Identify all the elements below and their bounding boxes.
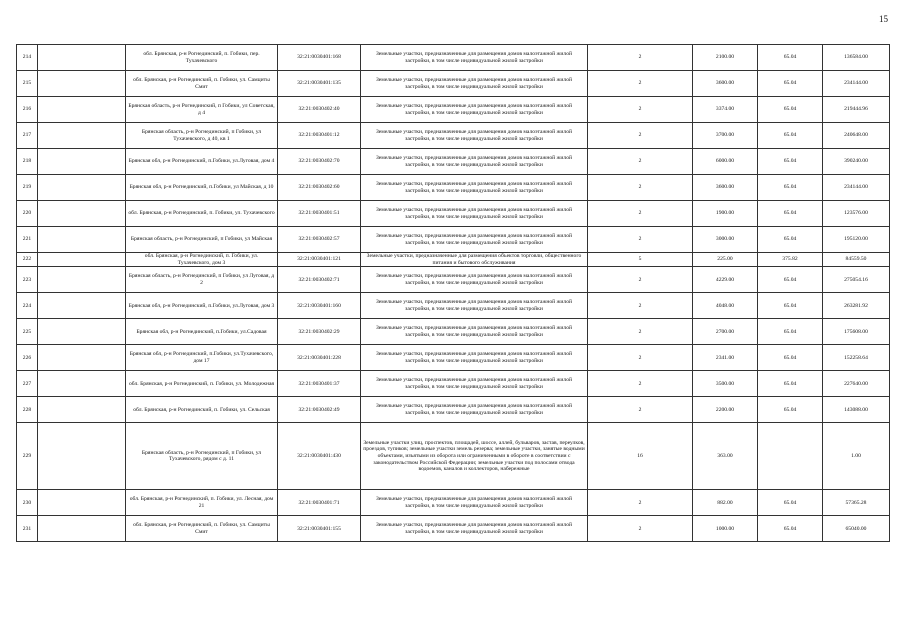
row-number-cell: 216 xyxy=(17,97,38,123)
purpose-group-cell: 2 xyxy=(588,97,693,123)
land-purpose-cell: Земельные участки, предназначенные для размещения домов малоэтажной жилой застройки, в том числе индивидуальной жилой застройки xyxy=(361,490,588,516)
table-row xyxy=(17,345,890,371)
address-cell: Брянская обл, р-н Рогнединский, п.Гобики, ул.Тухачевского, дом 17 xyxy=(126,345,278,371)
land-purpose-cell: Земельные участки, предназначенные для размещения домов малоэтажной жилой застройки, в том числе индивидуальной жилой застройки xyxy=(361,397,588,423)
purpose-group-cell: 2 xyxy=(588,516,693,542)
table-row xyxy=(17,253,890,267)
row-number-cell: 214 xyxy=(17,45,38,71)
table-row xyxy=(17,516,890,542)
table-row xyxy=(17,423,890,490)
specific-value-cell: 65.04 xyxy=(758,319,823,345)
cadastral-number-cell: 32:21:0030401:155 xyxy=(278,516,361,542)
blank-cell xyxy=(38,175,126,201)
purpose-group-cell: 5 xyxy=(588,253,693,267)
cadastral-value-cell: 195120.00 xyxy=(823,227,890,253)
cadastral-value-cell: 234144.00 xyxy=(823,71,890,97)
blank-cell xyxy=(38,397,126,423)
specific-value-cell xyxy=(758,423,823,490)
purpose-group-cell: 2 xyxy=(588,201,693,227)
purpose-group-cell: 2 xyxy=(588,227,693,253)
cadastral-value-cell: 136584.00 xyxy=(823,45,890,71)
area-cell: 6000.00 xyxy=(693,149,758,175)
table-row xyxy=(17,97,890,123)
blank-cell xyxy=(38,227,126,253)
purpose-group-cell: 2 xyxy=(588,267,693,293)
cadastral-number-cell: 32:21:0030401:121 xyxy=(278,253,361,267)
cadastral-number-cell: 32:21:0030401:135 xyxy=(278,71,361,97)
purpose-group-cell: 2 xyxy=(588,397,693,423)
table-row xyxy=(17,201,890,227)
specific-value-cell: 375.82 xyxy=(758,253,823,267)
land-purpose-cell: Земельные участки, предназначенные для размещения домов малоэтажной жилой застройки, в том числе индивидуальной жилой застройки xyxy=(361,319,588,345)
area-cell: 4229.00 xyxy=(693,267,758,293)
cadastral-value-cell: 263281.92 xyxy=(823,293,890,319)
land-purpose-cell: Земельные участки, предназначенные для размещения домов малоэтажной жилой застройки, в том числе индивидуальной жилой застройки xyxy=(361,123,588,149)
address-cell: обл. Брянская, р-н Рогнединский, п. Гобики, ул. Самциты Смит xyxy=(126,71,278,97)
row-number-cell: 217 xyxy=(17,123,38,149)
purpose-group-cell: 2 xyxy=(588,371,693,397)
purpose-group-cell: 2 xyxy=(588,345,693,371)
purpose-group-cell: 2 xyxy=(588,319,693,345)
area-cell: 882.00 xyxy=(693,490,758,516)
cadastral-value-cell: 240648.00 xyxy=(823,123,890,149)
address-cell: обл. Брянская, р-н Рогнединский, п. Гобики, ул. Лесная, дом 21 xyxy=(126,490,278,516)
specific-value-cell: 65.04 xyxy=(758,293,823,319)
land-registry-table xyxy=(16,44,890,542)
cadastral-value-cell: 57365.28 xyxy=(823,490,890,516)
area-cell: 3374.00 xyxy=(693,97,758,123)
purpose-group-cell: 2 xyxy=(588,45,693,71)
cadastral-value-cell: 227640.00 xyxy=(823,371,890,397)
specific-value-cell: 65.04 xyxy=(758,490,823,516)
cadastral-value-cell: 219444.96 xyxy=(823,97,890,123)
purpose-group-cell: 2 xyxy=(588,293,693,319)
address-cell: Брянская обл, р-н Рогнединский, п.Гобики, ул Майская, д 10 xyxy=(126,175,278,201)
address-cell: обл. Брянская, р-н Рогнединский, п. Гобики, ул. Тухачевского, дом 3 xyxy=(126,253,278,267)
area-cell: 3600.00 xyxy=(693,71,758,97)
address-cell: обл. Брянская, р-н Рогнединский, п. Гобики, пер. Тухачевского xyxy=(126,45,278,71)
row-number-cell: 227 xyxy=(17,371,38,397)
blank-cell xyxy=(38,516,126,542)
area-cell: 1900.00 xyxy=(693,201,758,227)
cadastral-number-cell: 32:21:0030402:70 xyxy=(278,149,361,175)
land-purpose-cell: Земельные участки, предназначенные для размещения домов малоэтажной жилой застройки, в том числе индивидуальной жилой застройки xyxy=(361,97,588,123)
table-row xyxy=(17,149,890,175)
area-cell: 2100.00 xyxy=(693,45,758,71)
row-number-cell: 218 xyxy=(17,149,38,175)
address-cell: обл. Брянская, р-н Рогнединский, п. Гобики, ул. Сельская xyxy=(126,397,278,423)
area-cell: 2700.00 xyxy=(693,319,758,345)
specific-value-cell: 65.04 xyxy=(758,371,823,397)
cadastral-number-cell: 32:21:0030401:12 xyxy=(278,123,361,149)
table-row xyxy=(17,45,890,71)
row-number-cell: 228 xyxy=(17,397,38,423)
blank-cell xyxy=(38,97,126,123)
address-cell: обл. Брянская, р-н Рогнединский, п. Гобики, ул. Самциты Смит xyxy=(126,516,278,542)
table-row xyxy=(17,490,890,516)
land-purpose-cell: Земельные участки, предназначенные для размещения домов малоэтажной жилой застройки, в том числе индивидуальной жилой застройки xyxy=(361,149,588,175)
area-cell: 3700.00 xyxy=(693,123,758,149)
blank-cell xyxy=(38,71,126,97)
row-number-cell: 230 xyxy=(17,490,38,516)
blank-cell xyxy=(38,123,126,149)
cadastral-value-cell: 390240.00 xyxy=(823,149,890,175)
cadastral-value-cell: 234144.00 xyxy=(823,175,890,201)
cadastral-number-cell: 32:21:0030401:160 xyxy=(278,293,361,319)
address-cell: Брянская область, р-н Рогнединский, п Гобики, ул Тухачевского, д 40, кв 1 xyxy=(126,123,278,149)
cadastral-number-cell: 32:21:0030401:71 xyxy=(278,490,361,516)
blank-cell xyxy=(38,423,126,490)
address-cell: обл. Брянская, р-н Рогнединский, п. Гобики, ул. Молодежная xyxy=(126,371,278,397)
specific-value-cell: 65.04 xyxy=(758,227,823,253)
row-number-cell: 231 xyxy=(17,516,38,542)
specific-value-cell: 65.04 xyxy=(758,397,823,423)
land-purpose-cell: Земельные участки, предназначенные для размещения домов малоэтажной жилой застройки, в том числе индивидуальной жилой застройки xyxy=(361,227,588,253)
area-cell: 2341.00 xyxy=(693,345,758,371)
row-number-cell: 225 xyxy=(17,319,38,345)
row-number-cell: 221 xyxy=(17,227,38,253)
specific-value-cell: 65.04 xyxy=(758,123,823,149)
blank-cell xyxy=(38,149,126,175)
purpose-group-cell: 2 xyxy=(588,490,693,516)
area-cell: 2200.00 xyxy=(693,397,758,423)
cadastral-value-cell: 143088.00 xyxy=(823,397,890,423)
specific-value-cell: 65.04 xyxy=(758,345,823,371)
cadastral-value-cell: 123576.00 xyxy=(823,201,890,227)
address-cell: Брянская область, р-н Рогнединский, п Гобики, ул Майская xyxy=(126,227,278,253)
blank-cell xyxy=(38,253,126,267)
row-number-cell: 215 xyxy=(17,71,38,97)
cadastral-value-cell: 175608.00 xyxy=(823,319,890,345)
land-purpose-cell: Земельные участки, предназначенные для размещения домов малоэтажной жилой застройки, в том числе индивидуальной жилой застройки xyxy=(361,267,588,293)
land-purpose-cell: Земельные участки, предназначенные для размещения домов малоэтажной жилой застройки, в том числе индивидуальной жилой застройки xyxy=(361,201,588,227)
row-number-cell: 222 xyxy=(17,253,38,267)
cadastral-value-cell: 65040.00 xyxy=(823,516,890,542)
purpose-group-cell: 16 xyxy=(588,423,693,490)
address-cell: обл. Брянская, р-н Рогнединский, п. Гобики, ул. Тухачевского xyxy=(126,201,278,227)
purpose-group-cell: 2 xyxy=(588,71,693,97)
row-number-cell: 224 xyxy=(17,293,38,319)
blank-cell xyxy=(38,490,126,516)
specific-value-cell: 65.04 xyxy=(758,45,823,71)
area-cell: 363.00 xyxy=(693,423,758,490)
blank-cell xyxy=(38,267,126,293)
land-purpose-cell: Земельные участки улиц, проспектов, площадей, шоссе, аллей, бульваров, застав, переулков, проездов, тупиков; земельные участки земель резерва; земельные участки, занятые водными объектами, изъятыми из оборота или ограниченными в обороте в соответствии с законодательством Российской Федерации; земельные участки под полосами отвода водоемов, каналов и коллекторов, набережные xyxy=(361,423,588,490)
purpose-group-cell: 2 xyxy=(588,175,693,201)
cadastral-number-cell: 32:21:0030401:37 xyxy=(278,371,361,397)
table-row xyxy=(17,71,890,97)
address-cell: Брянская обл, р-н Рогнединский, п.Гобики, ул.Садовая xyxy=(126,319,278,345)
area-cell: 3000.00 xyxy=(693,227,758,253)
cadastral-number-cell: 32:21:0030402:60 xyxy=(278,175,361,201)
land-purpose-cell: Земельные участки, предназначенные для размещения домов малоэтажной жилой застройки, в том числе индивидуальной жилой застройки xyxy=(361,345,588,371)
cadastral-number-cell: 32:21:0030402:71 xyxy=(278,267,361,293)
purpose-group-cell: 2 xyxy=(588,123,693,149)
blank-cell xyxy=(38,371,126,397)
page-number: 15 xyxy=(879,14,888,24)
land-purpose-cell: Земельные участки, предназначенные для размещения объектов торговли, общественного питания и бытового обслуживания xyxy=(361,253,588,267)
table-body xyxy=(17,45,890,542)
land-purpose-cell: Земельные участки, предназначенные для размещения домов малоэтажной жилой застройки, в том числе индивидуальной жилой застройки xyxy=(361,45,588,71)
cadastral-number-cell: 32:21:0030402:49 xyxy=(278,397,361,423)
cadastral-value-cell: 84559.50 xyxy=(823,253,890,267)
address-cell: Брянская область, р-н Рогнединский, п Гобики, ул Советская, д 4 xyxy=(126,97,278,123)
table-row xyxy=(17,319,890,345)
blank-cell xyxy=(38,319,126,345)
table-row xyxy=(17,227,890,253)
blank-cell xyxy=(38,45,126,71)
area-cell: 3500.00 xyxy=(693,371,758,397)
specific-value-cell: 65.04 xyxy=(758,516,823,542)
cadastral-number-cell: 32:21:0030401:430 xyxy=(278,423,361,490)
row-number-cell: 220 xyxy=(17,201,38,227)
cadastral-number-cell: 32:21:0030401:168 xyxy=(278,45,361,71)
specific-value-cell: 65.04 xyxy=(758,149,823,175)
table-row xyxy=(17,267,890,293)
row-number-cell: 226 xyxy=(17,345,38,371)
table-row xyxy=(17,371,890,397)
land-purpose-cell: Земельные участки, предназначенные для размещения домов малоэтажной жилой застройки, в том числе индивидуальной жилой застройки xyxy=(361,516,588,542)
cadastral-number-cell: 32:21:0030402:40 xyxy=(278,97,361,123)
specific-value-cell: 65.04 xyxy=(758,71,823,97)
blank-cell xyxy=(38,293,126,319)
cadastral-number-cell: 32:21:0030401:51 xyxy=(278,201,361,227)
address-cell: Брянская обл, р-н Рогнединский, п.Гобики, ул.Луговая, дом 4 xyxy=(126,149,278,175)
land-purpose-cell: Земельные участки, предназначенные для размещения домов малоэтажной жилой застройки, в том числе индивидуальной жилой застройки xyxy=(361,71,588,97)
specific-value-cell: 65.04 xyxy=(758,97,823,123)
address-cell: Брянская область, р-н Рогнединский, п Гобики, ул Луговая, д 2 xyxy=(126,267,278,293)
cadastral-value-cell: 1.00 xyxy=(823,423,890,490)
row-number-cell: 223 xyxy=(17,267,38,293)
blank-cell xyxy=(38,345,126,371)
row-number-cell: 219 xyxy=(17,175,38,201)
area-cell: 3600.00 xyxy=(693,175,758,201)
land-purpose-cell: Земельные участки, предназначенные для размещения домов малоэтажной жилой застройки, в том числе индивидуальной жилой застройки xyxy=(361,371,588,397)
cadastral-number-cell: 32:21:0030401:228 xyxy=(278,345,361,371)
cadastral-value-cell: 275054.16 xyxy=(823,267,890,293)
table-row xyxy=(17,175,890,201)
row-number-cell: 229 xyxy=(17,423,38,490)
table-row xyxy=(17,293,890,319)
land-purpose-cell: Земельные участки, предназначенные для размещения домов малоэтажной жилой застройки, в том числе индивидуальной жилой застройки xyxy=(361,293,588,319)
area-cell: 1000.00 xyxy=(693,516,758,542)
land-purpose-cell: Земельные участки, предназначенные для размещения домов малоэтажной жилой застройки, в том числе индивидуальной жилой застройки xyxy=(361,175,588,201)
area-cell: 225.00 xyxy=(693,253,758,267)
table-row xyxy=(17,123,890,149)
table-row xyxy=(17,397,890,423)
address-cell: Брянская обл, р-н Рогнединский, п.Гобики, ул.Луговая, дом 3 xyxy=(126,293,278,319)
address-cell: Брянская область, р-н Рогнединский, п Гобики, ул Тухачевского, рядом с д. 11 xyxy=(126,423,278,490)
purpose-group-cell: 2 xyxy=(588,149,693,175)
cadastral-number-cell: 32:21:0030402:29 xyxy=(278,319,361,345)
specific-value-cell: 65.04 xyxy=(758,201,823,227)
specific-value-cell: 65.04 xyxy=(758,267,823,293)
area-cell: 4048.00 xyxy=(693,293,758,319)
cadastral-value-cell: 152258.64 xyxy=(823,345,890,371)
specific-value-cell: 65.04 xyxy=(758,175,823,201)
blank-cell xyxy=(38,201,126,227)
cadastral-number-cell: 32:21:0030402:57 xyxy=(278,227,361,253)
